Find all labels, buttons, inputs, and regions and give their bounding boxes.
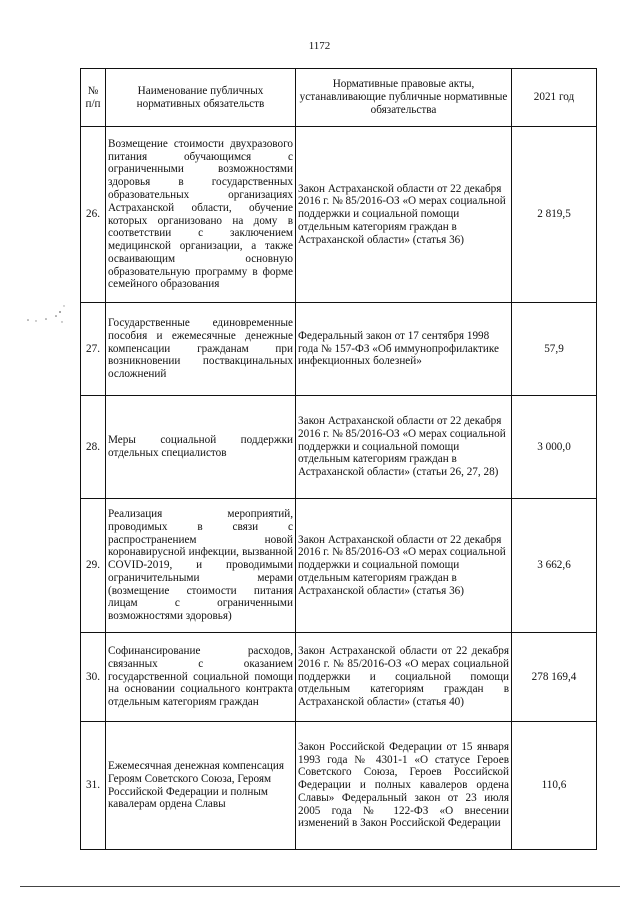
row-name: Государственные единовременные пособия и ежемесячные денежные компенсации гражданам при возникновении поствакцинальных осложнений — [106, 303, 296, 396]
row-value: 278 169,4 — [512, 633, 597, 722]
row-act: Закон Астраханской области от 22 декабря 2016 г. № 85/2016-ОЗ «О мерах социальной поддержки и социальной помощи отдельным категориям граждан в Астраханской области» (статья 40) — [296, 633, 512, 722]
table-row — [81, 303, 597, 396]
table-header-row — [81, 69, 597, 127]
row-name: Меры социальной поддержки отдельных специалистов — [106, 396, 296, 499]
row-act: Закон Астраханской области от 22 декабря 2016 г. № 85/2016-ОЗ «О мерах социальной поддержки и социальной помощи отдельным категориям граждан в Астраханской области» (статьи 26, 27, 28) — [296, 396, 512, 499]
row-name: Реализация мероприятий, проводимых в связи с распространением новой коронавирусной инфекции, вызванной COVID-2019, и проводимыми ограничительными мерами (возмещение стоимости питания лицам с ограниченными возможностями здоровья) — [106, 499, 296, 633]
header-num: № п/п — [81, 69, 106, 127]
row-act: Закон Астраханской области от 22 декабря 2016 г. № 85/2016-ОЗ «О мерах социальной поддержки и социальной помощи отдельным категориям граждан в Астраханской области» (статья 36) — [296, 499, 512, 633]
obligations-table — [80, 68, 597, 850]
row-name: Софинансирование расходов, связанных с оказанием государственной социальной помощи на основании социального контракта отдельным категориям граждан — [106, 633, 296, 722]
row-num: 29. — [81, 499, 106, 633]
row-value: 2 819,5 — [512, 127, 597, 303]
row-act: Закон Российской Федерации от 15 января 1993 года № 4301-1 «О статусе Героев Советского Союза, Героев Российской Федерации и полных кавалеров ордена Славы» Федеральный закон от 23 июля 2005 года № 122-ФЗ «О внесении изменений в Закон Российской Федерации — [296, 722, 512, 850]
row-name: Ежемесячная денежная компенсация Героям Советского Союза, Героям Российской Федерации и полным кавалерам ордена Славы — [106, 722, 296, 850]
header-year: 2021 год — [512, 69, 597, 127]
row-num: 28. — [81, 396, 106, 499]
header-act: Нормативные правовые акты, устанавливающие публичные нормативные обязательства — [296, 69, 512, 127]
row-value: 57,9 — [512, 303, 597, 396]
table-row — [81, 127, 597, 303]
page-number: 1172 — [308, 40, 331, 52]
row-act: Федеральный закон от 17 сентября 1998 года № 157-ФЗ «Об иммунопрофилактике инфекционных болезней» — [296, 303, 512, 396]
row-num: 26. — [81, 127, 106, 303]
row-value: 3 000,0 — [512, 396, 597, 499]
table-row — [81, 633, 597, 722]
row-num: 31. — [81, 722, 106, 850]
header-name: Наименование публичных нормативных обязательств — [106, 69, 296, 127]
row-num: 27. — [81, 303, 106, 396]
scan-speckles — [22, 298, 72, 338]
table-row — [81, 722, 597, 850]
row-value: 3 662,6 — [512, 499, 597, 633]
row-value: 110,6 — [512, 722, 597, 850]
row-act: Закон Астраханской области от 22 декабря 2016 г. № 85/2016-ОЗ «О мерах социальной поддержки и социальной помощи отдельным категориям граждан в Астраханской области» (статья 36) — [296, 127, 512, 303]
row-num: 30. — [81, 633, 106, 722]
table-row — [81, 396, 597, 499]
bottom-rule — [20, 886, 620, 887]
row-name: Возмещение стоимости двухразового питания обучающимся с ограниченными возможностями здоровья в государственных образовательных организациях Астраханской области, обучение которых организовано на дому в соответствии с заключением медицинской организации, а также осваивающим основную образовательную программу в форме семейного образования — [106, 127, 296, 303]
table-row — [81, 499, 597, 633]
